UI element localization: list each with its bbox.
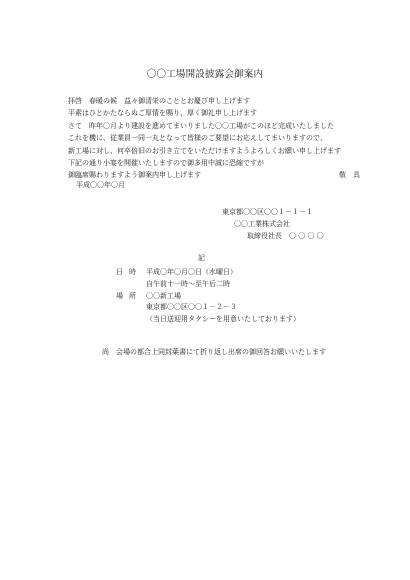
document-title: 〇〇工場開設披露会御案内 [146,69,264,80]
detail-value: （当日送迎用タクシーを用意いたしております） [146,315,300,324]
detail-value: 東京都〇〇区〇〇１－２－３ [146,303,237,312]
detail-label [116,302,146,314]
event-details [116,267,300,326]
sender-address: 東京都〇〇区〇〇１－１－１ [222,208,313,216]
sender-ceo: 取締役社長 〇 〇 〇 〇 [247,232,324,240]
body-line: 拝啓 春暖の候 益々御清栄のこととお慶び申し上げます [68,97,250,105]
detail-value: 自午前十一時～至午后二時 [146,279,230,288]
letter-body [68,95,368,182]
sender-company: 〇〇工業株式会社 [234,220,290,228]
detail-label: 日時 [116,268,142,276]
detail-value: 平成〇年〇月〇日（水曜日） [146,268,237,276]
detail-label [116,314,146,326]
detail-row [116,314,300,326]
detail-label: 場所 [116,291,142,300]
body-line: 平素はひとかたならぬご厚情を賜り、厚く御礼申し上げます [68,109,257,118]
closing-keigu: 敬 具 [339,171,360,180]
detail-row [116,302,300,314]
body-line: これを機に、従業員一同一丸となって皆様のご要望にお応えしてまいりますので、 [68,134,327,143]
detail-row [116,291,300,303]
sender-block [222,206,324,242]
detail-row [116,279,300,291]
letter-date: 平成〇〇年〇月 [76,181,125,189]
detail-row [116,267,300,279]
detail-value: 〇〇新工場 [146,291,181,300]
ki-heading: 記 [198,254,205,262]
body-line: 下記の通り小宴を開催いたしますので御多用中誠に恐縮ですが [68,158,264,167]
reply-note: 尚 会場の都合上同封葉書にて折り返し出席の御回答お願いいたします [102,348,326,356]
body-line: さて 昨年〇月より建設を進めてまいりました〇〇工場がこのほど完成いたしました [68,121,334,130]
body-line: 御臨席賜わりますよう御案内申し上げます [68,171,201,180]
body-line: 新工場に対し、何卒倍旧のお引き立てをいただけますようよろしくお願い申し上げます [68,146,341,155]
detail-label [116,279,146,291]
